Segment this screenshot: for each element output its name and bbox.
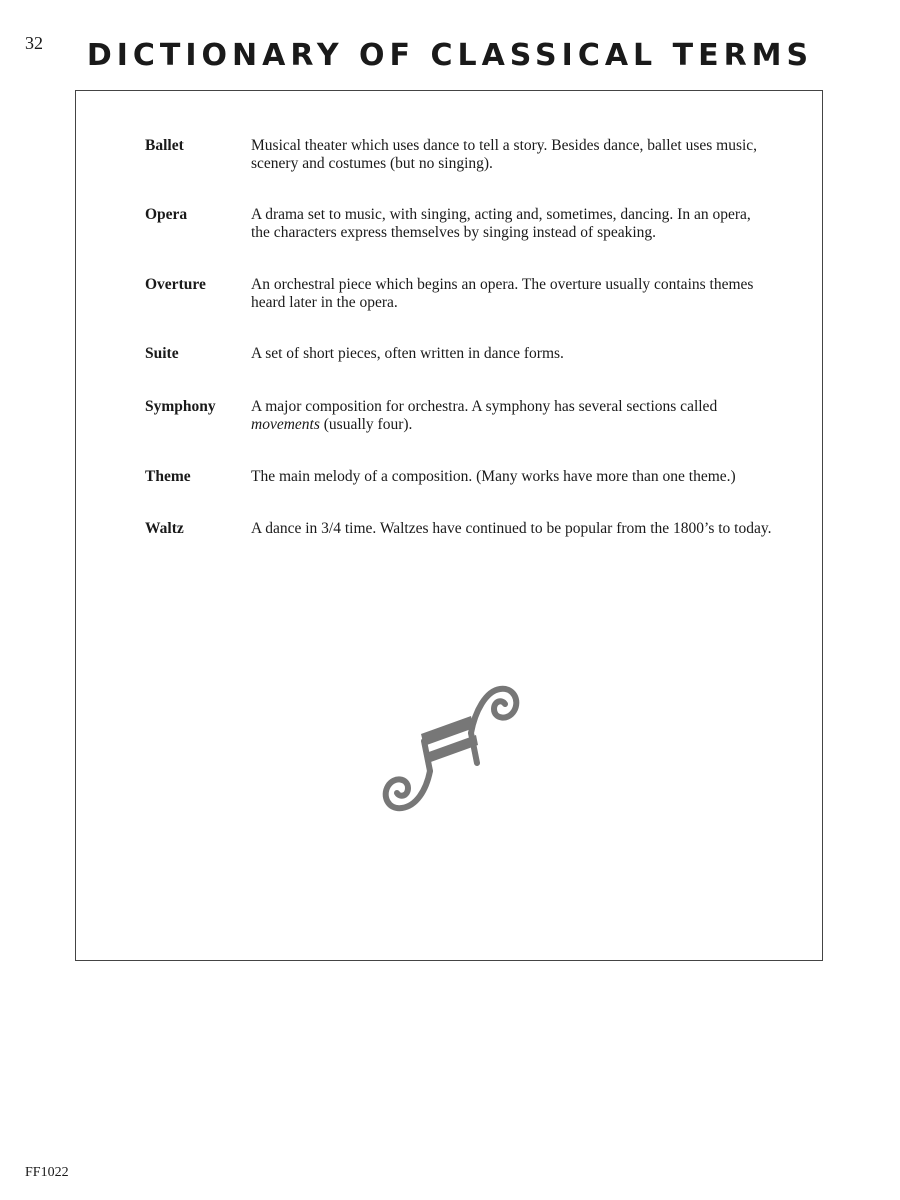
definition-line: heard later in the opera. — [251, 294, 398, 311]
page-number: 32 — [25, 33, 43, 53]
entry-definition — [251, 137, 811, 173]
entry-term: Waltz — [145, 520, 184, 537]
definition-line: A dance in 3/4 time. Waltzes have continued to be popular from the 1800’s to today. — [251, 520, 772, 537]
entry-term: Suite — [145, 345, 179, 362]
entry-term: Symphony — [145, 398, 216, 415]
definition-line: A major composition for orchestra. A symphony has several sections called — [251, 398, 718, 415]
entry-definition — [251, 468, 811, 486]
entry-term: Ballet — [145, 137, 184, 154]
entry-term: Opera — [145, 206, 188, 223]
entry-definition — [251, 276, 811, 312]
definition-line: scenery and costumes (but no singing). — [251, 155, 493, 172]
definition-italic-term: movements — [251, 416, 320, 433]
dictionary-frame — [75, 90, 823, 961]
entry-definition — [251, 345, 811, 363]
page-title: DICTIONARY OF CLASSICAL TERMS — [86, 38, 814, 73]
definition-line: the characters express themselves by singing instead of speaking. — [251, 224, 657, 241]
definition-line: (usually four). — [319, 416, 413, 433]
definition-line: Musical theater which uses dance to tell a story. Besides dance, ballet uses music, — [251, 137, 758, 154]
entry-term: Theme — [145, 468, 191, 485]
definition-line: A set of short pieces, often written in dance forms. — [251, 345, 564, 362]
definition-line: A drama set to music, with singing, acting and, sometimes, dancing. In an opera, — [251, 206, 751, 223]
entry-definition — [251, 520, 811, 538]
entry-definition — [251, 206, 811, 242]
definition-line: The main melody of a composition. (Many works have more than one theme.) — [251, 468, 736, 485]
definition-line: An orchestral piece which begins an opera. The overture usually contains themes — [251, 276, 754, 293]
entry-definition — [251, 398, 811, 434]
music-note-scroll-icon — [378, 671, 523, 816]
footer-code: FF1022 — [25, 1165, 69, 1180]
entry-term: Overture — [145, 276, 206, 293]
